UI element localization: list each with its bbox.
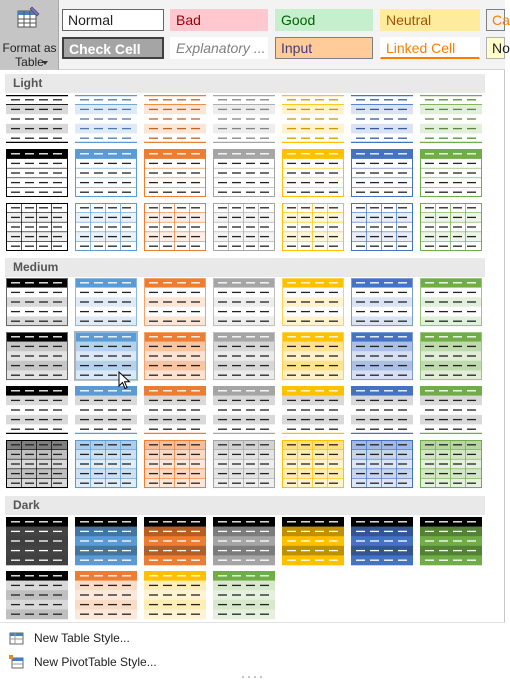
- table-style-medium3-2[interactable]: [144, 386, 206, 434]
- cell-styles-ribbon: [0, 0, 510, 70]
- table-style-medium4-1[interactable]: [75, 440, 137, 488]
- table-style-light2-4[interactable]: [282, 149, 344, 197]
- cell-style-input[interactable]: Input: [275, 37, 373, 59]
- cell-style-good[interactable]: Good: [275, 9, 373, 31]
- table-style-medium1-2[interactable]: [144, 278, 206, 326]
- cell-style-normal[interactable]: Normal: [62, 9, 164, 31]
- table-style-light2-6[interactable]: [420, 149, 482, 197]
- table-style-dark1-4[interactable]: [282, 517, 344, 565]
- table-style-medium1-3[interactable]: [213, 278, 275, 326]
- format-as-table-label: Format as: [2, 41, 57, 55]
- table-style-light1-6[interactable]: [420, 95, 482, 143]
- new-pivottable-style-item[interactable]: [5, 651, 495, 673]
- table-style-medium4-6[interactable]: [420, 440, 482, 488]
- table-style-light2-1[interactable]: [75, 149, 137, 197]
- table-style-light1-2[interactable]: [144, 95, 206, 143]
- table-style-light1-5[interactable]: [351, 95, 413, 143]
- format-as-table-button[interactable]: [0, 0, 59, 70]
- table-style-medium1-1[interactable]: [75, 278, 137, 326]
- table-grid-brush-icon: [17, 5, 41, 29]
- table-style-light3-3[interactable]: [213, 203, 275, 251]
- mouse-pointer-icon: [118, 371, 132, 391]
- table-style-light3-4[interactable]: [282, 203, 344, 251]
- table-style-medium1-4[interactable]: [282, 278, 344, 326]
- table-style-light2-0[interactable]: [6, 149, 68, 197]
- new-pivottable-style-icon: [9, 654, 25, 670]
- table-style-light3-2[interactable]: [144, 203, 206, 251]
- table-style-light1-4[interactable]: [282, 95, 344, 143]
- table-style-dark1-1[interactable]: [75, 517, 137, 565]
- table-style-medium2-5[interactable]: [351, 332, 413, 380]
- table-style-medium3-3[interactable]: [213, 386, 275, 434]
- table-style-light1-3[interactable]: [213, 95, 275, 143]
- table-style-medium3-4[interactable]: [282, 386, 344, 434]
- cell-style-linked-cell[interactable]: Linked Cell: [380, 37, 480, 59]
- table-style-medium1-5[interactable]: [351, 278, 413, 326]
- table-style-medium3-5[interactable]: [351, 386, 413, 434]
- table-style-medium4-4[interactable]: [282, 440, 344, 488]
- table-style-light2-5[interactable]: [351, 149, 413, 197]
- cell-style-note[interactable]: No: [486, 37, 505, 59]
- table-style-dark2-1[interactable]: [75, 571, 137, 619]
- new-table-style-item[interactable]: [5, 627, 495, 649]
- section-header-dark: Dark: [5, 496, 485, 515]
- table-style-medium1-6[interactable]: [420, 278, 482, 326]
- table-style-medium4-5[interactable]: [351, 440, 413, 488]
- table-style-dark2-3[interactable]: [213, 571, 275, 619]
- table-style-light3-1[interactable]: [75, 203, 137, 251]
- table-style-medium2-4[interactable]: [282, 332, 344, 380]
- section-header-light: Light: [5, 74, 485, 93]
- format-as-table-label-2: Table: [15, 55, 44, 69]
- table-style-light3-6[interactable]: [420, 203, 482, 251]
- table-style-light1-1[interactable]: [75, 95, 137, 143]
- cell-style-explanatory[interactable]: Explanatory ...: [170, 37, 268, 59]
- table-style-dark1-6[interactable]: [420, 517, 482, 565]
- new-table-style-label: New Table Style...: [34, 631, 130, 645]
- cell-style-bad[interactable]: Bad: [170, 9, 268, 31]
- table-style-medium3-6[interactable]: [420, 386, 482, 434]
- table-style-medium2-0[interactable]: [6, 332, 68, 380]
- table-style-medium4-2[interactable]: [144, 440, 206, 488]
- table-style-light2-2[interactable]: [144, 149, 206, 197]
- table-style-medium3-0[interactable]: [6, 386, 68, 434]
- table-style-medium2-6[interactable]: [420, 332, 482, 380]
- new-table-style-icon: [9, 630, 25, 646]
- table-style-medium3-1[interactable]: [75, 386, 137, 434]
- table-style-medium2-2[interactable]: [144, 332, 206, 380]
- table-style-dark1-2[interactable]: [144, 517, 206, 565]
- section-header-medium: Medium: [5, 258, 485, 277]
- table-style-dark1-5[interactable]: [351, 517, 413, 565]
- table-style-dark2-2[interactable]: [144, 571, 206, 619]
- table-style-medium1-0[interactable]: [6, 278, 68, 326]
- new-pivottable-style-label: New PivotTable Style...: [34, 655, 157, 669]
- chevron-down-icon: [42, 61, 48, 65]
- table-style-light1-0[interactable]: [6, 95, 68, 143]
- cell-style-check-cell[interactable]: Check Cell: [62, 37, 164, 59]
- table-style-menu: [0, 622, 505, 682]
- table-style-dark1-3[interactable]: [213, 517, 275, 565]
- cell-style-calculation[interactable]: Ca: [486, 9, 505, 31]
- table-style-light3-5[interactable]: [351, 203, 413, 251]
- resize-grip-icon[interactable]: [240, 675, 264, 679]
- table-styles-gallery: [0, 70, 505, 622]
- table-style-light2-3[interactable]: [213, 149, 275, 197]
- table-style-dark1-0[interactable]: [6, 517, 68, 565]
- cell-style-neutral[interactable]: Neutral: [380, 9, 480, 31]
- table-style-medium4-3[interactable]: [213, 440, 275, 488]
- table-style-dark2-0[interactable]: [6, 571, 68, 619]
- table-style-medium4-0[interactable]: [6, 440, 68, 488]
- table-style-medium2-3[interactable]: [213, 332, 275, 380]
- table-style-light3-0[interactable]: [6, 203, 68, 251]
